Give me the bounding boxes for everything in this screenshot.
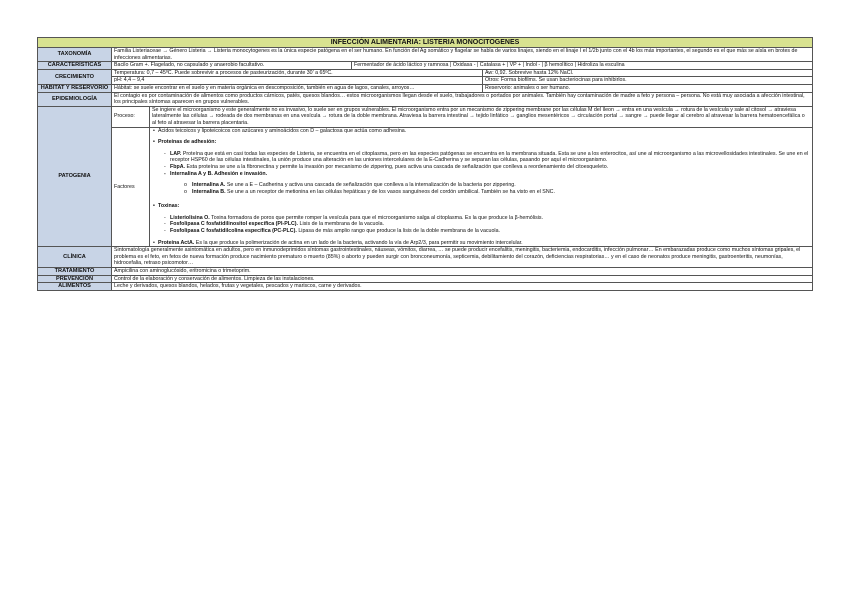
patogenia-label: PATOGENIA [38,106,112,247]
pi-plc-item [170,221,810,228]
lap-item [170,151,810,164]
prevencion-text: Control de la elaboración y conservación de alimentos. Limpieza de las instalaciones. [112,275,813,283]
alimentos-row [38,283,813,291]
tratamiento-text: Ampicilina con aminoglucósido, eritromicina o trimetoprim. [112,268,813,276]
tratamiento-row [38,268,813,276]
taxonomia-row [38,48,813,62]
crecimiento-aw: Aw: 0,92. Sobrevive hasta 12% NaCl. [483,69,813,77]
listeriolisina-text: Toxina formadora de poros que permite romper la vesícula para que el microorganismo salga al citoplasma. Es la que produce la β-hemólisis. [209,214,544,221]
crecimiento-label: CRECIMIENTO [38,69,112,84]
internalina-b-item [192,189,810,196]
factor-toxinas: • Toxinas: [158,203,810,210]
taxonomia-label: TAXONOMÍA [38,48,112,62]
crecimiento-row-1 [38,69,813,77]
internalina-a-text: Se une a E – Cadherina y activa una cascada de señalización que conlleva a la internalización de la bacteria por zippering. [225,182,516,189]
habitat-label: HÁBITAT Y RESERVORIO [38,84,112,92]
title-row [38,38,813,48]
patogenia-proceso-row [38,106,813,127]
alimentos-label: ALIMENTOS [38,283,112,291]
proceso-text: Se ingiere el microorganismo y este generalmente no es invasivo, lo suele ser en grupos vulnerables. El microorganismo entra por un mecanismo de zippering membrane por las células M del íleon → entra en una vesícula → rotura de la vesícula y sale al citosol → atraviesa lateralmente las células → rodeada de dos membranas en una vesícula → rotura de la doble membrana. Atraviesa la barrera intestinal → tejido linfático → ganglios mesentéricos → circulación portal → sangre → puede llegar al cerebro al atravesar la barrera hematoencefálica o al feto al atravesar la barrera placentaria. [150,106,813,127]
factor-proteinas-adhesion: • Proteínas de adhesión: [158,139,810,146]
caracteristicas-label: CARACTERÍSTICAS [38,62,112,70]
fbpa-name: FbpA. [170,163,186,170]
caracteristicas-row [38,62,813,70]
factores-label: Factores [112,127,150,247]
clinica-row [38,247,813,268]
crecimiento-ph: pH: 4,4 – 9,4 [112,77,483,85]
acta-text: Es la que produce la polimerización de actina en un lado de la bacteria, activando la vía de Arp2/3, para permitir su movimiento intercelular. [194,239,523,246]
habitat-text: Hábitat: se suele encontrar en el suelo y en materia orgánica en descomposición, también en agua de lagos, canales, arroyos… [112,84,483,92]
reservorio-text: Reservorio: animales o ser humano. [483,84,813,92]
document-sheet [37,37,812,291]
acta-item [158,240,810,247]
fbpa-item [170,164,810,171]
summary-table [37,37,813,291]
factores-list [152,128,810,135]
pc-plc-name: Fosfolipasa C fosfatidilcolina específica (PC-PLC). [170,228,297,235]
pi-plc-text: Lisis de la membrana de la vacuola. [298,221,385,228]
internalinas-item: - Internalina A y B. Adhesión e invasión. [170,171,810,178]
acta-name: Proteína ActA. [158,239,195,246]
pc-plc-item [170,228,810,235]
clinica-text: Sintomatología generalmente asintomática en adultos, pero en inmunodeprimidos síntomas gastrointestinales, náuseas, vómitos, diarrea, … se puede producir encefalitis, meningitis, bacteriemia, endocarditis, infección pulmonar… En embarazadas produce como muchos síntomas gripales, el problema es el feto, en fetos de nueva formación produce nacimiento prematuro o muerto (85%) o aborto y pueden surgir con bronconeumonía, septicemia, debilitamiento del corazón, deficiencias respiratorias… y en el caso de neonatos produce meningitis, gastroenteritis, neumonías, hidrocefalia, retraso psicomotor… [112,247,813,268]
internalinas-list [152,182,810,195]
pc-plc-text: Lipasa de más amplio rango que produce la lisis de la doble membrana de la vacuola. [296,228,501,235]
epidemiologia-row [38,92,813,106]
internalina-a-item [192,182,810,189]
habitat-row [38,84,813,92]
lap-text: Proteína que está en casi todas las especies de Listeria, se encuentra en el citoplasma, pero en las especies patógenas se encuentra en la membrana situada. Esta se une a los enterocitos, así une al microorganismo a las microvellosidades intestinales. Se une en el receptor HSP60 de las células intestinales, la unión produce una alteración en las uniones intercelulares de la E-Cadherina y se separan las células, pasando por aquí el microorganismo. [170,150,809,164]
internalina-b-text: Se une a un receptor de metionina en las células hepáticas y de los vasos sanguíneos del cordón umbilical. También se ha visto en el SNC. [225,188,555,195]
proceso-label: Proceso: [112,106,150,127]
crecimiento-row-2 [38,77,813,85]
patogenia-factores-row [38,127,813,247]
crecimiento-temperatura: Temperatura: 0,7 – 45ºC. Puede sobrevivir a procesos de pasteurización, durante 30’ a 65ºC. [112,69,483,77]
epidemiologia-text: El contagio es por contaminación de alimentos como productos cárnicos, patés, quesos blandos… estos microorganismos llegan desde el suelo, trabajadores o portados por animales. También hay contaminación de madre a feto y persona – persona. No está muy asociada a afección intestinal, los principales síntomas aparecen en grupos vulnerables. [112,92,813,106]
listeriolisina-name: Listeriolisina O. [170,214,210,221]
document-title: INFECCIÓN ALIMENTARIA: LISTERIA MONOCITOGENES [38,38,813,48]
alimentos-text: Leche y derivados, quesos blandos, helados, frutas y vegetales, pescados y mariscos, carne y derivados. [112,283,813,291]
crecimiento-otros: Otros: Forma biofilms. Se usan bacteriocinas para inhibirlos. [483,77,813,85]
caracteristicas-left: Bacilo Gram +. Flagelado, no capsulado y anaerobio facultativo. [112,62,352,70]
factores-content [150,127,813,247]
prevencion-row [38,275,813,283]
tratamiento-label: TRATAMIENTO [38,268,112,276]
fbpa-text: Esta proteína se une a la fibronectina y permite la invasión por mecanismo de zippering, pues activa una cascada de señalización que conlleva a reordenamiento del citoesqueleto. [185,163,609,170]
taxonomia-text: Familia Listeriaceae → Género Listeria → Listeria monocytogenes es la única especie patógena en el ser humano. En función del Ag somático y flagelar se habla de varios linajes, siendo en el linaje I el 1/2b junto con el 4b los más importantes, el segundo es el que más se aísla en brotes de infecciones alimentarias. [112,48,813,62]
epidemiologia-label: EPIDEMIOLOGÍA [38,92,112,106]
factor-acidos: • Ácidos teicoicos y lipoteicoicos con azúcares y aminoácidos con D – galactosa que actúa como adhesina. [158,128,810,135]
internalina-a-name: Internalina A. [192,182,226,189]
toxinas-list [152,215,810,235]
prevencion-label: PREVENCIÓN [38,275,112,283]
clinica-label: CLÍNICA [38,247,112,268]
caracteristicas-right: Fermentador de ácido láctico y ramnosa | Oxidasa - | Catalasa + | VP + | Indol - | β hemolítico | Hidroliza la esculina [352,62,813,70]
adhesion-list [152,151,810,177]
lap-name: LAP. [170,150,182,157]
pi-plc-name: Fosfolipasa C fosfatidilinositol específica (PI-PLC). [170,221,299,228]
listeriolisina-item [170,215,810,222]
internalina-b-name: Internalina B. [192,188,226,195]
